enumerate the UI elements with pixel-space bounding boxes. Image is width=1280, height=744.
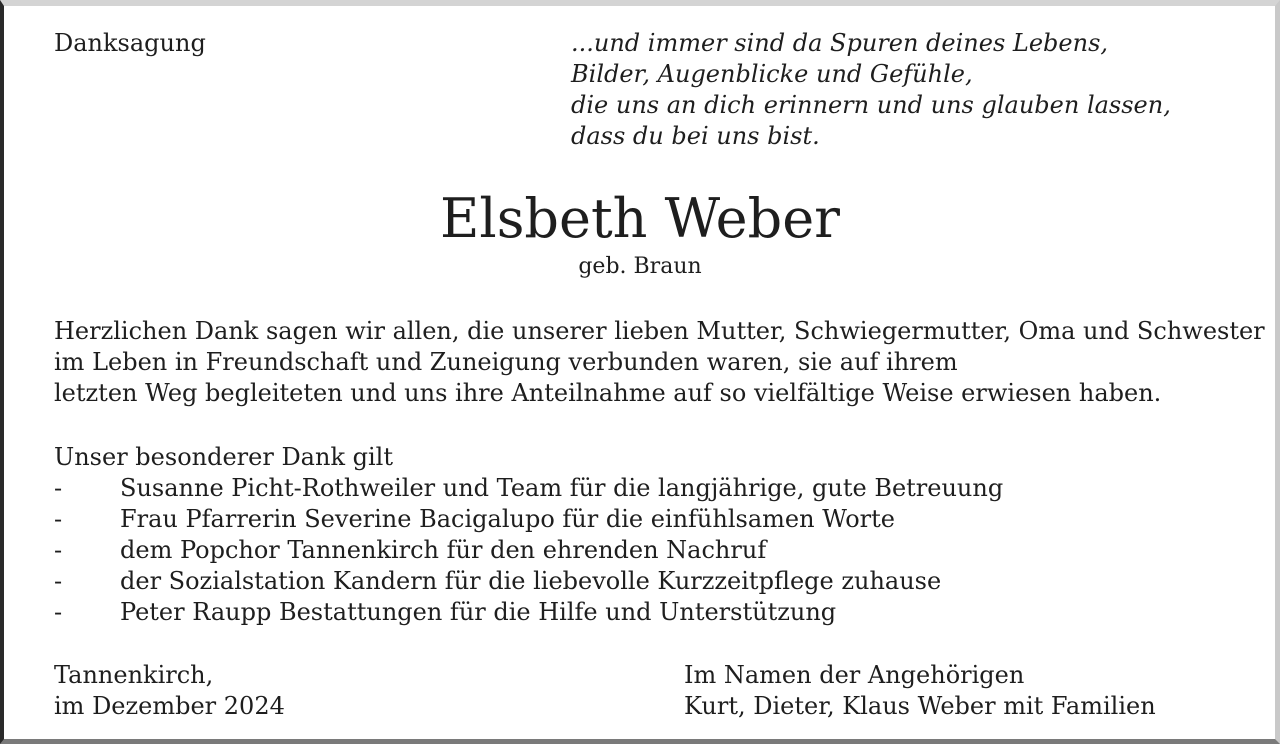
list-item-text: der Sozialstation Kandern für die liebevolle Kurzzeitpflege zuhause	[120, 567, 942, 595]
thanks-paragraph	[54, 316, 1265, 409]
notice-heading: Danksagung	[54, 29, 206, 57]
poem-block	[571, 28, 1171, 152]
list-bullet: -	[54, 598, 63, 626]
list-bullet: -	[54, 505, 63, 533]
special-thanks-heading: Unser besonderer Dank gilt	[54, 443, 393, 471]
list-bullet: -	[54, 474, 63, 502]
maiden-name: geb. Braun	[578, 254, 702, 279]
deceased-name: Elsbeth Weber	[440, 187, 840, 250]
poem-line: ...und immer sind da Spuren deines Lebens,	[571, 29, 1109, 57]
date-text: im Dezember 2024	[54, 692, 285, 720]
paragraph-line: im Leben in Freundschaft und Zuneigung verbunden waren, sie auf ihrem	[54, 348, 958, 376]
signature-line: Im Namen der Angehörigen	[684, 661, 1025, 689]
signature-names: Kurt, Dieter, Klaus Weber mit Familien	[684, 692, 1156, 720]
list-item-text: Peter Raupp Bestattungen für die Hilfe und Unterstützung	[120, 598, 837, 626]
poem-line: Bilder, Augenblicke und Gefühle,	[571, 60, 973, 88]
poem-line: die uns an dich erinnern und uns glauben lassen,	[571, 91, 1171, 119]
list-bullet: -	[54, 536, 63, 564]
list-item-text: Frau Pfarrerin Severine Bacigalupo für die einfühlsamen Worte	[120, 505, 895, 533]
list-item-text: dem Popchor Tannenkirch für den ehrenden Nachruf	[120, 536, 767, 564]
signature-block	[684, 660, 1156, 722]
paragraph-line: letzten Weg begleiteten und uns ihre Anteilnahme auf so vielfältige Weise erwiesen haben.	[54, 379, 1162, 407]
place-date-block	[54, 660, 285, 722]
list-item-text: Susanne Picht-Rothweiler und Team für die langjährige, gute Betreuung	[120, 474, 1004, 502]
poem-line: dass du bei uns bist.	[571, 122, 820, 150]
place-text: Tannenkirch,	[54, 661, 214, 689]
paragraph-line: Herzlichen Dank sagen wir allen, die unserer lieben Mutter, Schwiegermutter, Oma und Schwester	[54, 317, 1265, 345]
list-bullet: -	[54, 567, 63, 595]
